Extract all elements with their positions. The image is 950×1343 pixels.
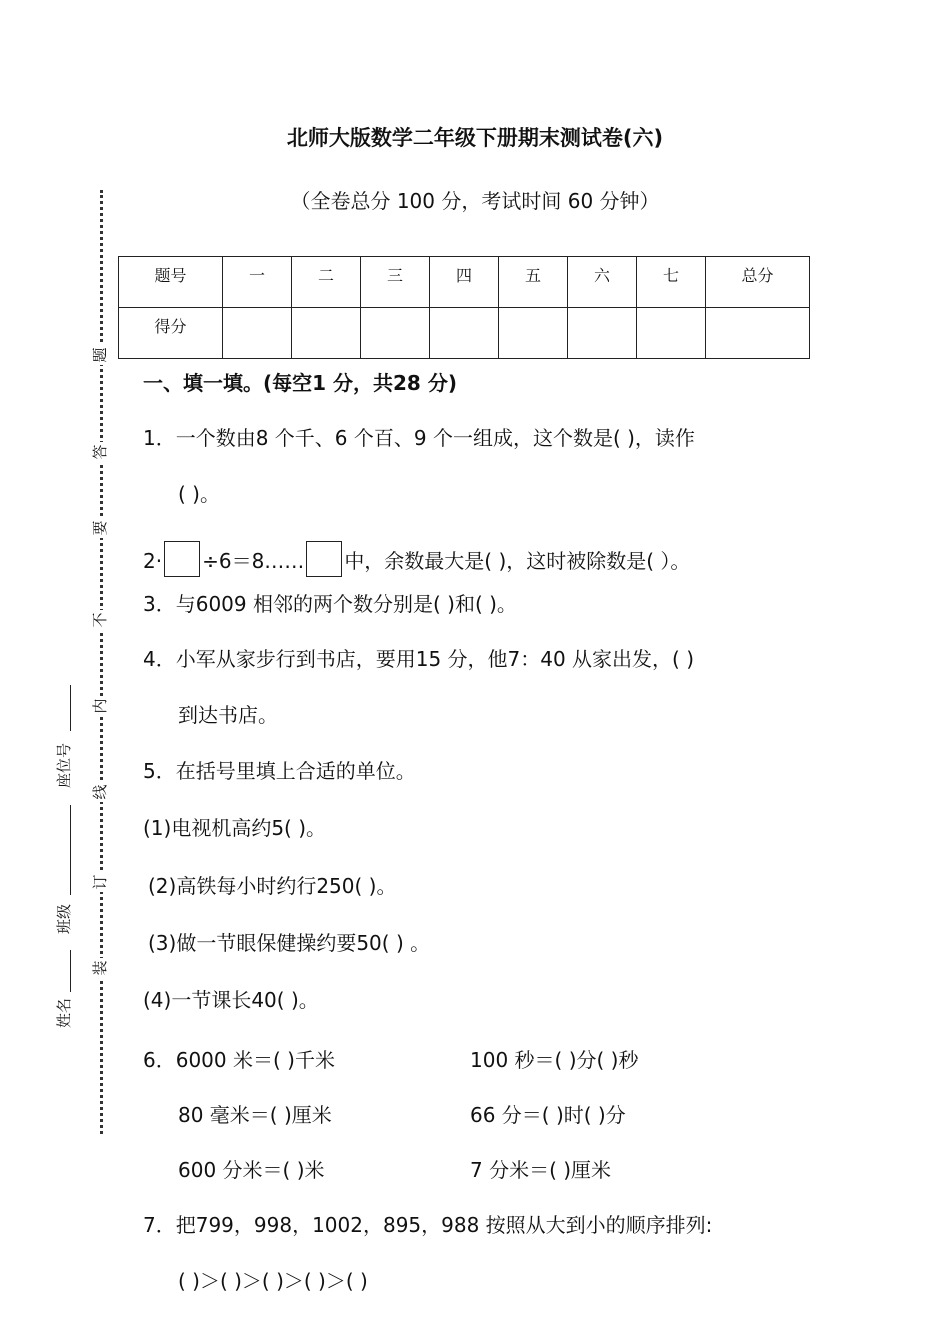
- question-5-2: (2)高铁每小时约行250( )。: [148, 874, 397, 898]
- question-5-1: (1)电视机高约5( )。: [143, 816, 327, 840]
- table-cell: 五: [499, 257, 568, 308]
- score-input-cell[interactable]: [568, 308, 637, 359]
- page-subtitle: （全卷总分 100 分，考试时间 60 分钟）: [290, 189, 660, 213]
- question-5-3: (3)做一节眼保健操约要50( ) 。: [148, 931, 431, 955]
- binding-char: 不: [90, 610, 110, 630]
- page-title: 北师大版数学二年级下册期末测试卷(六): [286, 126, 664, 150]
- answer-box[interactable]: [164, 541, 200, 577]
- question-2-text-end: 中，余数最大是( )，这时被除数是( ）。: [344, 549, 691, 573]
- score-input-cell[interactable]: [292, 308, 361, 359]
- class-line[interactable]: [70, 805, 71, 895]
- table-cell: 一: [223, 257, 292, 308]
- score-input-cell[interactable]: [637, 308, 706, 359]
- score-input-cell[interactable]: [499, 308, 568, 359]
- question-1-cont: ( )。: [178, 482, 220, 506]
- score-input-cell[interactable]: [706, 308, 810, 359]
- table-cell: 二: [292, 257, 361, 308]
- binding-char: 订: [90, 872, 110, 892]
- binding-char: 装: [90, 958, 110, 978]
- answer-box[interactable]: [306, 541, 342, 577]
- table-cell: 三: [361, 257, 430, 308]
- section-heading: 一、填一填。(每空1 分，共28 分): [143, 371, 457, 395]
- name-label: 姓名: [55, 997, 73, 1028]
- score-input-cell[interactable]: [361, 308, 430, 359]
- score-table: [118, 256, 810, 359]
- question-6-row: 66 分＝( )时( )分: [470, 1103, 626, 1127]
- question-4-cont: 到达书店。: [178, 703, 278, 727]
- question-1: 1．一个数由8 个千、6 个百、9 个一组成，这个数是( )，读作: [143, 426, 695, 450]
- question-6-row: 100 秒＝( )分( )秒: [470, 1048, 639, 1072]
- class-label: 班级: [55, 903, 73, 934]
- score-input-cell[interactable]: [430, 308, 499, 359]
- question-6-row: 6．6000 米＝( )千米: [143, 1048, 335, 1072]
- question-7-answers: ( )＞( )＞( )＞( )＞( ): [178, 1269, 368, 1293]
- question-5-4: (4)一节课长40( )。: [143, 988, 319, 1012]
- table-cell: 总分: [706, 257, 810, 308]
- score-input-cell[interactable]: [223, 308, 292, 359]
- table-cell: 七: [637, 257, 706, 308]
- binding-char: 要: [90, 518, 110, 538]
- question-7: 7．把799，998，1002，895，988 按照从大到小的顺序排列:: [143, 1213, 713, 1237]
- question-4: 4．小军从家步行到书店，要用15 分，他7：40 从家出发，( ): [143, 647, 695, 671]
- question-5: 5．在括号里填上合适的单位。: [143, 759, 416, 783]
- table-cell: 四: [430, 257, 499, 308]
- score-table-header-row: [119, 257, 810, 308]
- binding-char: 题: [90, 345, 110, 365]
- question-2-text: ÷6＝8……: [202, 549, 305, 573]
- question-6-row: 80 毫米＝( )厘米: [178, 1103, 332, 1127]
- binding-char: 内: [90, 696, 110, 716]
- name-line[interactable]: [70, 950, 71, 992]
- table-cell: 得分: [119, 308, 223, 359]
- table-cell: 六: [568, 257, 637, 308]
- table-cell: 题号: [119, 257, 223, 308]
- seat-number-label: 座位号: [55, 742, 73, 788]
- seat-number-line[interactable]: [70, 685, 71, 731]
- question-2-number: 2·: [143, 549, 163, 573]
- question-3: 3．与6009 相邻的两个数分别是( )和( )。: [143, 592, 517, 616]
- binding-char: 线: [90, 782, 110, 802]
- question-2: [143, 541, 690, 577]
- question-6-row: 7 分米＝( )厘米: [470, 1158, 612, 1182]
- binding-dotted-line: [100, 190, 103, 1134]
- binding-char: 答: [90, 442, 110, 462]
- score-table-score-row: [119, 308, 810, 359]
- question-6-row: 600 分米＝( )米: [178, 1158, 325, 1182]
